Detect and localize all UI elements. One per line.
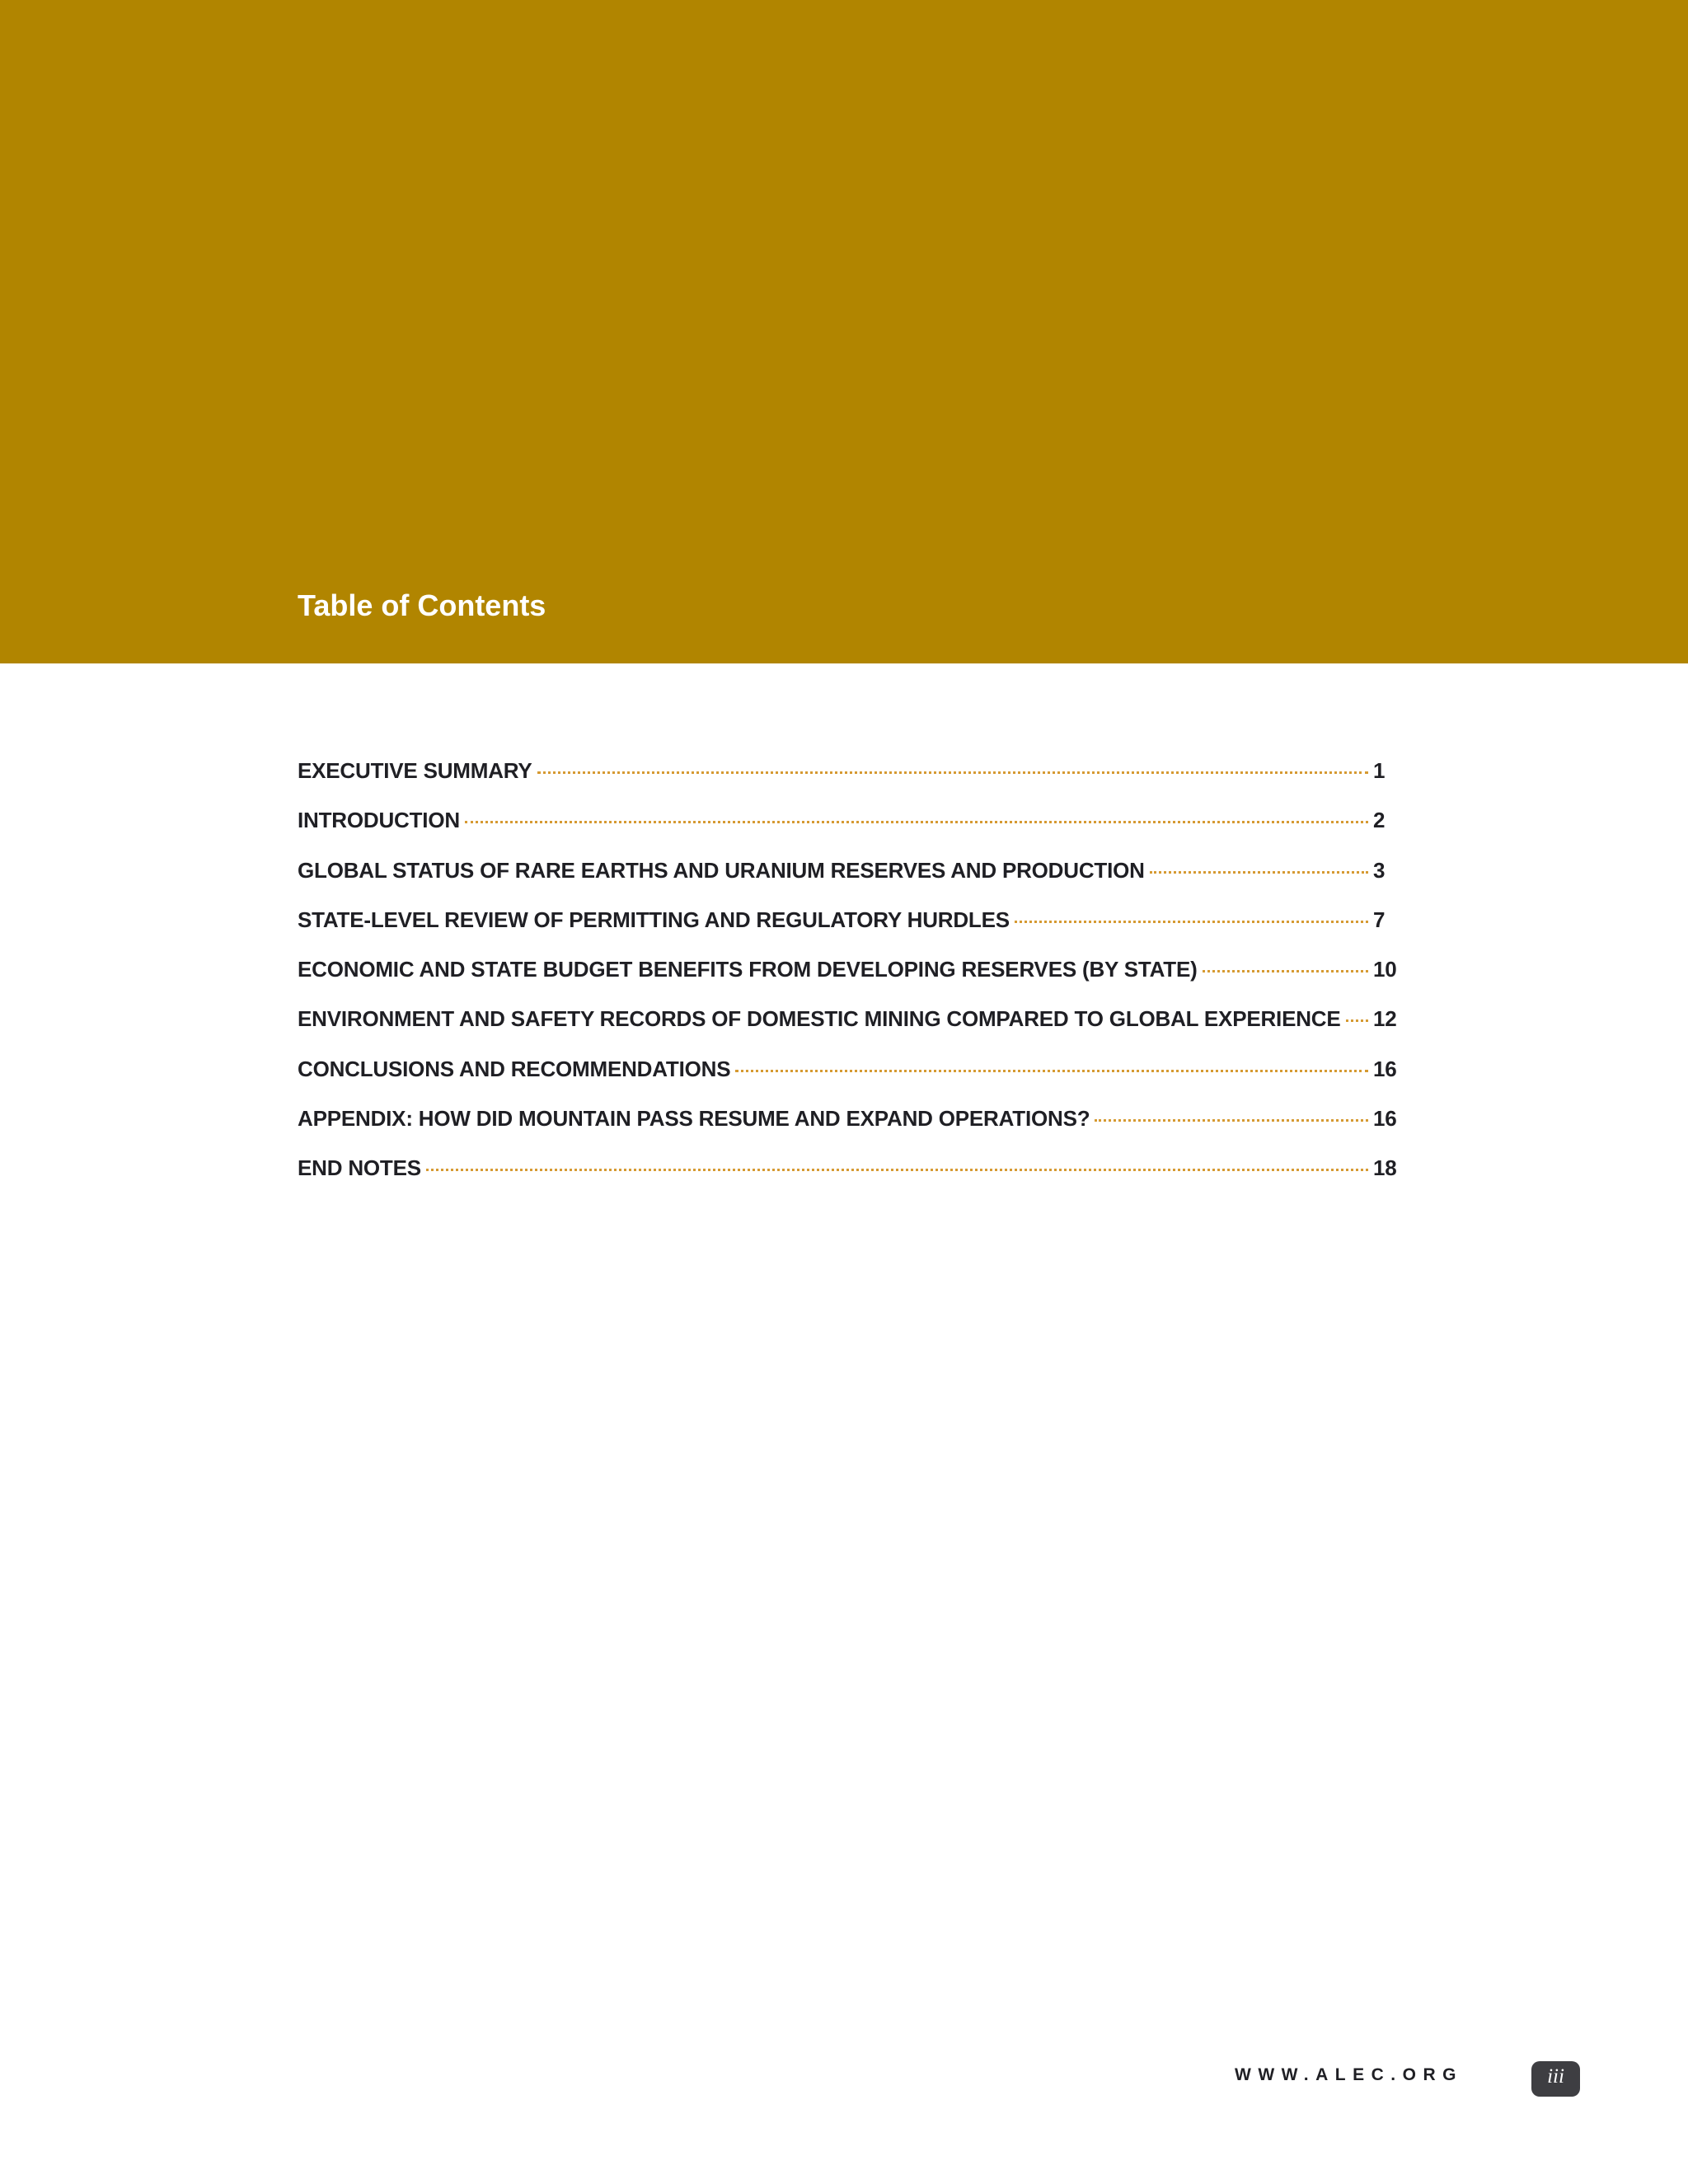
toc-entry-conclusions[interactable] — [298, 1057, 1406, 1106]
page-number-badge: iii — [1531, 2061, 1580, 2097]
page-title: Table of Contents — [298, 588, 546, 622]
dot-leader — [1346, 1019, 1368, 1022]
dot-leader — [1203, 970, 1368, 972]
toc-entry-page: 16 — [1373, 1056, 1397, 1081]
footer-url: WWW.ALEC.ORG — [1235, 2065, 1463, 2084]
toc-entry-label: EXECUTIVE SUMMARY — [298, 758, 532, 783]
toc-entry-page: 1 — [1373, 758, 1386, 783]
toc-entry-label: END NOTES — [298, 1155, 421, 1181]
toc-entry-page: 12 — [1373, 1006, 1397, 1032]
toc-entry-introduction[interactable] — [298, 808, 1406, 857]
dot-leader — [465, 821, 1368, 823]
toc-entry-label: ENVIRONMENT AND SAFETY RECORDS OF DOMESTIC MINING COMPARED TO GLOBAL EXPERIENCE — [298, 1006, 1341, 1032]
header-band — [0, 0, 1688, 663]
toc-entry-page: 2 — [1373, 808, 1386, 833]
dot-leader — [1095, 1119, 1368, 1122]
dot-leader — [1150, 871, 1368, 874]
table-of-contents — [298, 758, 1406, 1206]
dot-leader — [1015, 921, 1368, 923]
toc-entry-label: ECONOMIC AND STATE BUDGET BENEFITS FROM DEVELOPING RESERVES (BY STATE) — [298, 957, 1198, 982]
dot-leader — [426, 1169, 1368, 1171]
toc-entry-environment-safety[interactable] — [298, 1006, 1406, 1056]
toc-entry-page: 3 — [1373, 857, 1386, 883]
toc-entry-end-notes[interactable] — [298, 1155, 1406, 1205]
toc-entry-economic-benefits[interactable] — [298, 957, 1406, 1006]
toc-entry-label: GLOBAL STATUS OF RARE EARTHS AND URANIUM RESERVES AND PRODUCTION — [298, 857, 1145, 883]
toc-entry-state-level-review[interactable] — [298, 907, 1406, 957]
toc-entry-executive-summary[interactable] — [298, 758, 1406, 808]
toc-entry-page: 16 — [1373, 1106, 1397, 1132]
toc-entry-label: CONCLUSIONS AND RECOMMENDATIONS — [298, 1056, 731, 1081]
toc-entry-page: 7 — [1373, 907, 1386, 932]
toc-entry-global-status[interactable] — [298, 858, 1406, 907]
toc-entry-label: APPENDIX: HOW DID MOUNTAIN PASS RESUME AND EXPAND OPERATIONS? — [298, 1106, 1090, 1132]
toc-entry-label: STATE-LEVEL REVIEW OF PERMITTING AND REGULATORY HURDLES — [298, 907, 1010, 932]
toc-entry-appendix[interactable] — [298, 1106, 1406, 1155]
toc-entry-page: 18 — [1373, 1155, 1397, 1181]
toc-entry-label: INTRODUCTION — [298, 808, 460, 833]
dot-leader — [537, 771, 1368, 774]
toc-entry-page: 10 — [1373, 957, 1397, 982]
dot-leader — [735, 1070, 1368, 1072]
